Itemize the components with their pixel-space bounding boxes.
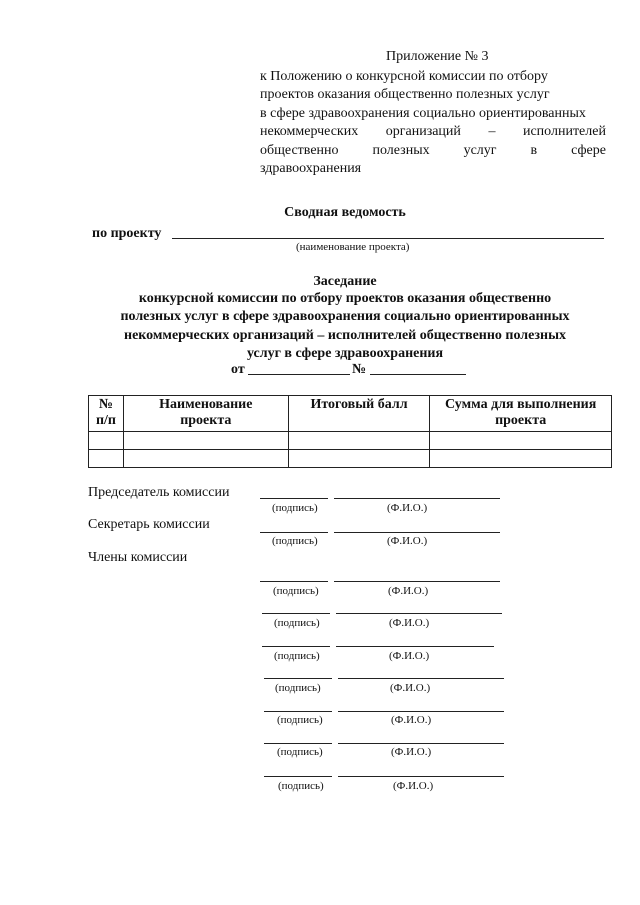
name-caption: (Ф.И.О.) bbox=[389, 650, 430, 662]
meeting-line: услуг в сфере здравоохранения bbox=[246, 346, 444, 362]
appendix-subtitle-word: некоммерческих bbox=[260, 124, 359, 140]
col-project-name-header bbox=[123, 396, 288, 432]
col-total-score-header bbox=[288, 396, 430, 432]
member-name-line bbox=[334, 581, 500, 582]
member-signature-line bbox=[264, 711, 332, 712]
date-label: от bbox=[231, 362, 245, 377]
table-cell bbox=[430, 450, 612, 468]
secretary-name-line bbox=[334, 532, 500, 533]
col-number-header bbox=[89, 396, 124, 432]
col-total-score-header-text: Итоговый балл bbox=[310, 397, 408, 412]
number-label: № bbox=[352, 362, 367, 377]
signature-caption: (подпись) bbox=[274, 650, 320, 662]
appendix-subtitle-word: услуг bbox=[463, 142, 497, 158]
member-signature-line bbox=[264, 743, 332, 744]
appendix-subtitle-word: организаций bbox=[385, 124, 461, 140]
col-project-name-header-text: Наименование проекта bbox=[159, 397, 253, 428]
appendix-subtitle-line bbox=[260, 123, 606, 141]
member-signature-line bbox=[264, 776, 332, 777]
appendix-subtitle-word: полезных bbox=[372, 142, 430, 158]
appendix-subtitle bbox=[260, 68, 606, 178]
number-line bbox=[370, 374, 466, 375]
name-caption: (Ф.И.О.) bbox=[387, 502, 428, 514]
table-cell bbox=[89, 432, 124, 450]
signature-caption: (подпись) bbox=[278, 780, 324, 792]
signature-caption: (подпись) bbox=[274, 617, 320, 629]
summary-title: Сводная ведомость bbox=[284, 205, 406, 220]
signature-caption: (подпись) bbox=[277, 746, 323, 758]
members-label: Члены комиссии bbox=[88, 550, 188, 565]
table-cell bbox=[89, 450, 124, 468]
table-cell bbox=[288, 450, 430, 468]
meeting-line: полезных услуг в сфере здравоохранения социально ориентированных bbox=[120, 309, 570, 325]
name-caption: (Ф.И.О.) bbox=[388, 585, 429, 597]
appendix-subtitle-line bbox=[260, 142, 606, 160]
project-caption: (наименование проекта) bbox=[296, 241, 410, 253]
name-caption: (Ф.И.О.) bbox=[391, 746, 432, 758]
appendix-title: Приложение № 3 bbox=[386, 49, 489, 64]
name-caption: (Ф.И.О.) bbox=[387, 535, 428, 547]
signature-caption: (подпись) bbox=[272, 535, 318, 547]
member-signature-line bbox=[262, 613, 330, 614]
meeting-line: некоммерческих организаций – исполнителей общественно полезных bbox=[124, 327, 566, 343]
chairman-label: Председатель комиссии bbox=[88, 485, 230, 500]
table-cell bbox=[123, 450, 288, 468]
secretary-signature-line bbox=[260, 532, 328, 533]
date-line bbox=[248, 374, 350, 375]
member-name-line bbox=[338, 743, 504, 744]
name-caption: (Ф.И.О.) bbox=[391, 714, 432, 726]
member-name-line bbox=[338, 776, 504, 777]
appendix-subtitle-word: проектов оказания общественно полезных услуг bbox=[260, 87, 550, 103]
chairman-signature-line bbox=[260, 498, 328, 499]
chairman-name-line bbox=[334, 498, 500, 499]
meeting-line: конкурсной комиссии по отбору проектов оказания общественно bbox=[138, 291, 552, 306]
project-name-line bbox=[172, 238, 604, 239]
signature-caption: (подпись) bbox=[272, 502, 318, 514]
member-signature-line bbox=[260, 581, 328, 582]
table-header-row bbox=[89, 396, 612, 432]
secretary-label: Секретарь комиссии bbox=[88, 517, 210, 532]
table-row bbox=[89, 432, 612, 450]
member-name-line bbox=[336, 646, 494, 647]
col-amount-header-text: Сумма для выполнения проекта bbox=[445, 397, 597, 428]
appendix-subtitle-word: исполнителей bbox=[522, 124, 606, 140]
table-row bbox=[89, 450, 612, 468]
appendix-subtitle-word: сфере bbox=[571, 142, 606, 158]
appendix-subtitle-word: здравоохранения bbox=[260, 161, 362, 177]
signature-caption: (подпись) bbox=[273, 585, 319, 597]
table-cell bbox=[123, 432, 288, 450]
project-label: по проекту bbox=[92, 226, 162, 241]
appendix-subtitle-word: – bbox=[488, 124, 496, 140]
name-caption: (Ф.И.О.) bbox=[389, 617, 430, 629]
table-cell bbox=[288, 432, 430, 450]
member-name-line bbox=[338, 678, 504, 679]
name-caption: (Ф.И.О.) bbox=[393, 780, 434, 792]
appendix-subtitle-word: общественно bbox=[260, 142, 339, 158]
summary-table bbox=[88, 395, 612, 468]
member-name-line bbox=[336, 613, 502, 614]
member-signature-line bbox=[264, 678, 332, 679]
appendix-subtitle-word: в сфере здравоохранения социально ориентированных bbox=[260, 105, 586, 121]
col-number-header-text: № п/п bbox=[95, 397, 116, 428]
meeting-text bbox=[80, 290, 610, 364]
signature-caption: (подпись) bbox=[275, 682, 321, 694]
appendix-subtitle-line bbox=[260, 68, 606, 86]
appendix-subtitle-line bbox=[260, 105, 606, 123]
signature-caption: (подпись) bbox=[277, 714, 323, 726]
col-amount-header bbox=[430, 396, 612, 432]
appendix-subtitle-line bbox=[260, 160, 606, 178]
meeting-title: Заседание bbox=[313, 274, 377, 289]
appendix-subtitle-word: к Положению о конкурсной комиссии по отбору bbox=[260, 69, 548, 84]
appendix-subtitle-word: в bbox=[530, 142, 538, 158]
table-cell bbox=[430, 432, 612, 450]
name-caption: (Ф.И.О.) bbox=[390, 682, 431, 694]
member-name-line bbox=[338, 711, 504, 712]
appendix-subtitle-line bbox=[260, 86, 606, 104]
member-signature-line bbox=[262, 646, 330, 647]
